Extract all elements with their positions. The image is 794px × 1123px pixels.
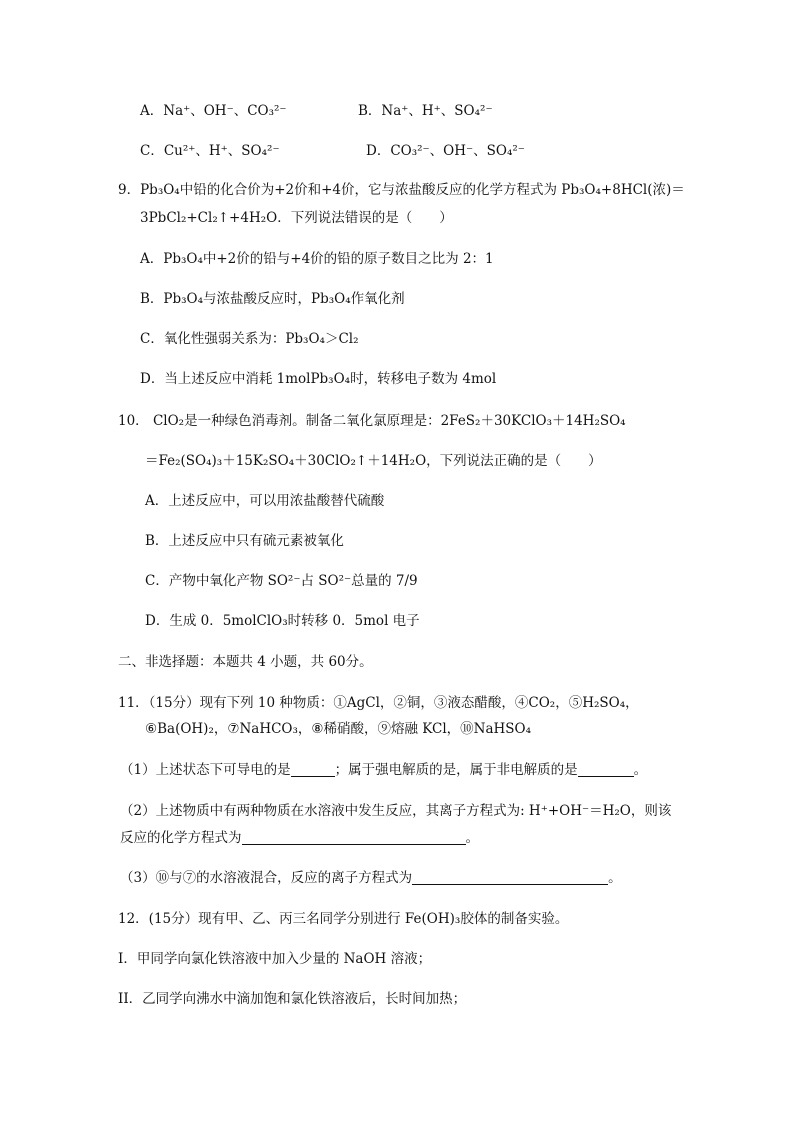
q11-part2-line2 <box>120 829 479 847</box>
q9-option-c: C．氧化性强弱关系为：Pb₃O₄＞Cl₂ <box>140 331 359 347</box>
q8-option-c-text: Cu²⁺、H⁺、SO₄²⁻ <box>163 143 280 159</box>
q10-option-c: C．产物中氧化产物 SO²⁻占 SO²⁻总量的 7/9 <box>145 573 418 589</box>
q8-option-c <box>140 142 280 160</box>
q8-option-b-label: B． <box>358 103 382 119</box>
q8-option-a-label: A． <box>140 103 164 119</box>
q12-item-1: I．甲同学向氯化铁溶液中加入少量的 NaOH 溶液； <box>118 951 432 967</box>
q11-part2-line1: （2）上述物质中有两种物质在水溶液中发生反应，其离子方程式为: H⁺+OH⁻＝H₂O，则该 <box>120 803 672 819</box>
q8-option-a <box>140 102 287 120</box>
q9-option-a: A．Pb₃O₄中+2价的铅与+4价的铅的原子数目之比为 2：1 <box>140 251 494 267</box>
q9-stem-line2: 3PbCl₂+Cl₂↑+4H₂O．下列说法错误的是（ ） <box>140 210 453 226</box>
q11-part3-blank[interactable] <box>412 870 608 885</box>
q8-option-d-label: D． <box>366 143 391 159</box>
q11-part3-text-b: 。 <box>608 870 622 886</box>
q8-option-d <box>366 142 525 160</box>
q10-option-b: B．上述反应中只有硫元素被氧化 <box>145 533 344 549</box>
q9-stem-line1: 9．Pb₃O₄中铅的化合价为+2价和+4价，它与浓盐酸反应的化学方程式为 Pb₃O₄+8HCl(浓)＝ <box>118 182 685 198</box>
section-two-heading: 二、非选择题：本题共 4 小题，共 60分。 <box>118 654 373 670</box>
q11-stem-line1: 11．（15分）现有下列 10 种物质：①AgCl，②铜，③液态醋酸，④CO₂，⑤H₂SO₄， <box>118 695 639 711</box>
q8-option-b <box>358 102 493 120</box>
q12-item-2: II．乙同学向沸水中滴加饱和氯化铁溶液后，长时间加热； <box>118 991 467 1007</box>
q9-option-b: B．Pb₃O₄与浓盐酸反应时，Pb₃O₄作氧化剂 <box>140 291 405 307</box>
q9-option-d: D．当上述反应中消耗 1molPb₃O₄时，转移电子数为 4mol <box>140 371 497 387</box>
q11-part3-text-a: （3）⑩与⑦的水溶液混合，反应的离子方程式为 <box>120 870 413 886</box>
q11-part1-text-a: （1）上述状态下可导电的是 <box>120 762 291 778</box>
q11-stem-line2: ⑥Ba(OH)₂，⑦NaHCO₃，⑧稀硝酸，⑨熔融 KCl，⑩NaHSO₄ <box>145 721 532 737</box>
q11-part1-blank-2[interactable] <box>578 762 634 777</box>
q11-part1 <box>120 761 647 779</box>
q11-part2-blank[interactable] <box>242 830 466 845</box>
q12-stem: 12．(15分）现有甲、乙、丙三名同学分别进行 Fe(OH)₃胶体的制备实验。 <box>118 911 569 927</box>
q11-part3 <box>120 869 622 887</box>
q11-part1-text-c: 。 <box>633 762 648 778</box>
q10-stem-line2: ＝Fe₂(SO₄)₃＋15K₂SO₄＋30ClO₂↑＋14H₂O，下列说法正确的是（ ） <box>145 453 602 469</box>
q11-part2-text-b: 。 <box>465 830 479 846</box>
q10-option-a: A．上述反应中，可以用浓盐酸替代硫酸 <box>145 493 385 509</box>
q8-option-d-text: CO₃²⁻、OH⁻、SO₄²⁻ <box>390 143 525 159</box>
q11-part2-text-a: 反应的化学方程式为 <box>120 830 242 846</box>
q8-option-b-text: Na⁺、H⁺、SO₄²⁻ <box>381 103 493 119</box>
q11-part1-blank-1[interactable] <box>291 762 335 777</box>
q8-option-c-label: C． <box>140 143 164 159</box>
q10-stem-line1: 10． ClO₂是一种绿色消毒剂。制备二氧化氯原理是：2FeS₂＋30KClO₃＋14H₂SO₄ <box>118 413 626 429</box>
q10-option-d: D．生成 0．5molClO₃时转移 0．5mol 电子 <box>145 613 420 629</box>
q11-part1-text-b: ；属于强电解质的是，属于非电解质的是 <box>334 762 578 778</box>
q8-option-a-text: Na⁺、OH⁻、CO₃²⁻ <box>163 103 287 119</box>
